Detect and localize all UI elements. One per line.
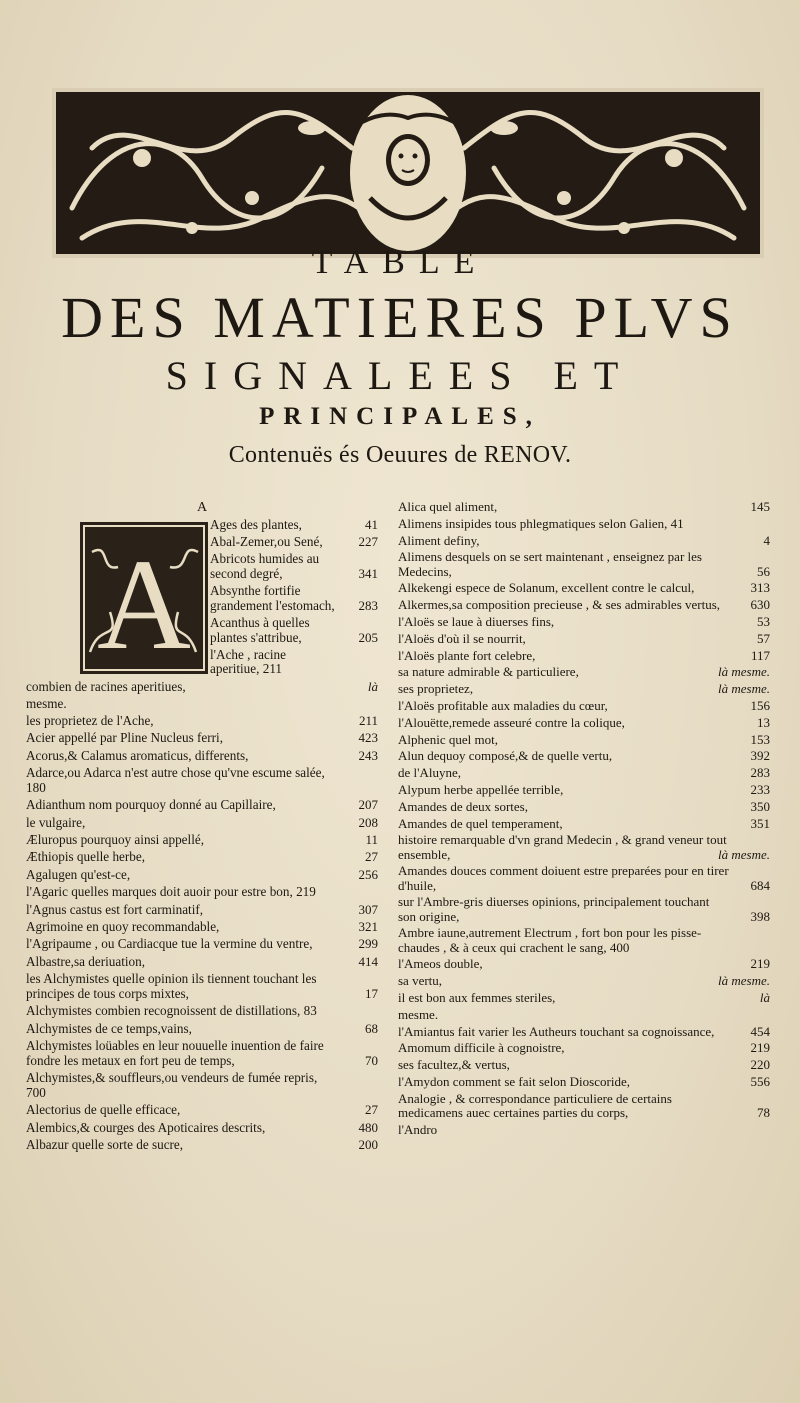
entry-page: 27 [365, 1102, 378, 1118]
index-entry [26, 1138, 378, 1153]
entry-text: Æthiopis quelle herbe, [26, 849, 146, 865]
entry-text: Amandes de quel temperament, [398, 815, 563, 831]
entry-page: 321 [358, 918, 378, 934]
entry-text: Albazur quelle sorte de sucre, [26, 1137, 184, 1153]
index-entry [398, 1123, 770, 1137]
index-entry [210, 648, 378, 677]
index-entry [26, 920, 378, 935]
index-entry [398, 716, 770, 730]
entry-page: 350 [750, 798, 770, 814]
index-entry [398, 632, 770, 646]
index-entry [398, 817, 770, 831]
entry-page: 153 [750, 731, 770, 747]
entry-page: 117 [750, 647, 770, 663]
index-entry [398, 615, 770, 629]
index-entry [26, 885, 378, 900]
entry-page: 11 [365, 832, 378, 848]
index-entry [210, 584, 378, 613]
index-entry [398, 926, 770, 954]
index-entry [26, 850, 378, 865]
entry-page: 480 [358, 1119, 378, 1135]
entry-text: ses proprietez, [398, 681, 474, 697]
entry-page: 398 [750, 908, 770, 924]
index-entry [26, 1039, 378, 1069]
index-entry [398, 749, 770, 763]
title-line-1: TABLE [311, 244, 489, 281]
entry-text: l'Aloës se laue à diuerses fins, [398, 613, 555, 629]
entry-text: Amomum difficile à cognoistre, [398, 1040, 565, 1056]
entry-text: l'Ache , racine aperitiue, 211 [210, 646, 286, 677]
entry-page: 68 [365, 1020, 378, 1036]
index-entry [398, 974, 770, 988]
entry-text: l'Agripaume , ou Cardiacque tue la vermine du ventre, [26, 936, 313, 952]
index-entry [26, 1103, 378, 1118]
entry-text: Alectorius de quelle efficace, [26, 1102, 181, 1118]
entry-text: Amandes douces comment doiuent estre preparées pour en tirer d'huile, [398, 863, 729, 893]
index-entry [26, 868, 378, 883]
entry-text: l'Andro [398, 1121, 438, 1137]
entry-page: 27 [365, 849, 378, 865]
entry-page: 351 [750, 815, 770, 831]
entry-text: Alchymistes loüables en leur nouuelle inuention de faire fondre les metaux en fort peu de temps, [26, 1038, 324, 1068]
entry-page: 243 [358, 747, 378, 763]
entry-text: Analogie , & correspondance particuliere de certains medicamens auec certaines parties du corps, [398, 1090, 672, 1120]
entry-text: l'Aloës plante fort celebre, [398, 647, 536, 663]
index-entry [398, 550, 770, 578]
entry-page: 208 [358, 814, 378, 830]
entry-text: Acanthus à quelles plantes s'attribue, [210, 614, 310, 645]
entry-text: Albastre,sa deriuation, [26, 953, 146, 969]
entry-text: Abal-Zemer,ou Sené, [210, 534, 323, 550]
index-entry [398, 649, 770, 663]
entry-page: 341 [358, 565, 378, 581]
entry-text: Alphenic quel mot, [398, 731, 499, 747]
entry-page: 233 [750, 781, 770, 797]
entry-page: 156 [750, 697, 770, 713]
index-entry [398, 1092, 770, 1120]
entry-page: 392 [750, 748, 770, 764]
entry-text: l'Alouëtte,remede asseuré contre la colique, [398, 714, 625, 730]
index-column-left [26, 500, 378, 1156]
entry-text: Alun dequoy composé,& de quelle vertu, [398, 748, 613, 764]
index-entry [26, 714, 378, 729]
entry-page: 630 [750, 597, 770, 613]
entry-page: 423 [358, 730, 378, 746]
entry-text: l'Aloës profitable aux maladies du cœur, [398, 697, 608, 713]
index-entry [26, 816, 378, 831]
entry-page: 78 [757, 1104, 770, 1120]
index-entry [398, 957, 770, 971]
entry-page: 56 [757, 563, 770, 579]
index-entry [26, 731, 378, 746]
entry-text: Adarce,ou Adarca n'est autre chose qu'vne escume salée, 180 [26, 765, 325, 795]
dropcap-letter: A [97, 533, 191, 674]
entry-page: là mesme. [718, 846, 770, 862]
entry-page: là mesme. [718, 681, 770, 697]
entry-text: Absynthe fortifie grandement l'estomach, [210, 583, 335, 613]
index-entry [398, 517, 770, 531]
index-entry [26, 1004, 378, 1019]
index-entry [26, 833, 378, 848]
entry-text: Ambre iaune,autrement Electrum , fort bon pour les pisse-chaudes , & à ceux qui crachent le sang, 400 [398, 925, 702, 955]
entry-page: 313 [750, 580, 770, 596]
entry-page: 220 [750, 1057, 770, 1073]
entry-text: mesme. [398, 1006, 439, 1022]
entry-page: 454 [750, 1023, 770, 1039]
entry-text: Abricots humides au second degré, [210, 551, 320, 581]
entry-text: Alchymistes,& souffleurs,ou vendeurs de fumée repris, 700 [26, 1070, 318, 1101]
entry-text: ses facultez,& vertus, [398, 1057, 510, 1073]
entry-page: 307 [358, 901, 378, 917]
entry-text: Amandes de deux sortes, [398, 798, 528, 814]
index-entry [26, 697, 378, 712]
entry-text: sur l'Ambre-gris diuerses opinions, principalement touchant son origine, [398, 894, 710, 924]
entry-text: Alimens desquels on se sert maintenant , enseignez par les Medecins, [398, 549, 702, 579]
index-entry [26, 1071, 378, 1101]
index-entry [26, 766, 378, 796]
index-entry [210, 552, 378, 581]
entry-page: 219 [750, 1040, 770, 1056]
entry-page: 70 [365, 1052, 378, 1068]
entry-page: 227 [358, 534, 378, 550]
entry-text: le vulgaire, [26, 814, 86, 830]
index-entry [398, 733, 770, 747]
index-entry [398, 581, 770, 595]
entry-text: histoire remarquable d'vn grand Medecin , & grand veneur tout ensemble, [398, 832, 727, 862]
entry-text: mesme. [26, 695, 67, 711]
index-entry [398, 766, 770, 780]
entry-text: l'Ameos double, [398, 956, 483, 972]
title-line-4: PRINCIPALES, [259, 403, 541, 430]
entry-page: 283 [750, 765, 770, 781]
entry-page: 205 [358, 629, 378, 645]
index-entry [398, 682, 770, 696]
index-entry [398, 800, 770, 814]
entry-text: l'Amydon comment se fait selon Dioscoride, [398, 1073, 630, 1089]
entry-text: Alica quel aliment, [398, 499, 498, 514]
entry-page: 4 [763, 532, 770, 548]
index-entry [398, 1008, 770, 1022]
index-entry [398, 1075, 770, 1089]
index-column-right [398, 500, 770, 1140]
entry-text: l'Aloës d'où il se nourrit, [398, 630, 526, 646]
entry-page: là [367, 678, 378, 694]
entry-text: l'Agnus castus est fort carminatif, [26, 901, 204, 917]
section-letter: A [196, 500, 208, 515]
entry-text: Alembics,& courges des Apoticaires descrits, [26, 1119, 266, 1135]
entry-text: Alypum herbe appellée terrible, [398, 781, 564, 797]
index-entry [398, 833, 770, 861]
index-entry [26, 1022, 378, 1037]
index-entry [26, 1121, 378, 1136]
entry-text: les Alchymistes quelle opinion ils tiennent touchant les principes de tous corps mixtes, [26, 971, 317, 1001]
index-entry [398, 665, 770, 679]
index-entry [26, 937, 378, 952]
entry-text: Alchymistes combien recognoissent de distillations, 83 [26, 1003, 317, 1019]
entry-page: 414 [358, 953, 378, 969]
entry-text: Alkekengi espece de Solanum, excellent contre le calcul, [398, 580, 695, 596]
entry-page: 211 [358, 712, 378, 728]
index-entry [26, 955, 378, 970]
subtitle: Contenuës és Oeuures de RENOV. [228, 442, 572, 468]
index-entry [398, 598, 770, 612]
entry-page: là mesme. [718, 664, 770, 680]
entry-text: Ages des plantes, [210, 517, 302, 532]
index-entry [210, 535, 378, 550]
index-entry [210, 616, 378, 645]
entry-text: l'Amiantus fait varier les Autheurs touchant sa cognoissance, [398, 1023, 715, 1039]
index-entry [398, 1058, 770, 1072]
index-entry [398, 864, 770, 892]
entry-text: sa vertu, [398, 973, 443, 989]
index-entry [26, 972, 378, 1002]
index-entry [26, 749, 378, 764]
index-entry [398, 895, 770, 923]
index-entry [398, 991, 770, 1005]
entry-text: de l'Aluyne, [398, 765, 461, 781]
entry-page: 200 [358, 1137, 378, 1153]
entry-page: 299 [358, 936, 378, 952]
entry-text: Agalugen qu'est-ce, [26, 866, 131, 882]
index-entry [26, 903, 378, 918]
entry-text: Acier appellé par Pline Nucleus ferri, [26, 730, 223, 746]
index-entry [398, 534, 770, 548]
index-entry [398, 1041, 770, 1055]
entry-page: 556 [750, 1073, 770, 1089]
entry-page: 256 [358, 866, 378, 882]
entry-text: Alkermes,sa composition precieuse , & ses admirables vertus, [398, 597, 721, 613]
index-entry [26, 798, 378, 813]
entry-text: Alimens insipides tous phlegmatiques selon Galien, 41 [398, 515, 684, 531]
entry-text: combien de racines aperitiues, [26, 678, 186, 694]
entry-page: 207 [358, 797, 378, 813]
entry-page: 17 [365, 985, 378, 1001]
entry-text: Agrimoine en quoy recommandable, [26, 918, 220, 934]
index-entry [398, 783, 770, 797]
entry-page: 684 [750, 877, 770, 893]
entry-page: 41 [365, 517, 378, 532]
index-entry [398, 1025, 770, 1039]
entry-text: Alchymistes de ce temps,vains, [26, 1020, 192, 1036]
entry-page: 283 [358, 597, 378, 613]
entry-text: sa nature admirable & particuliere, [398, 664, 579, 680]
entry-page: 13 [757, 714, 770, 730]
title-line-3: SIGNALEES ET [165, 353, 635, 398]
entry-text: Æluropus pourquoy ainsi appellé, [26, 832, 205, 848]
entry-text: l'Agaric quelles marques doit auoir pour estre bon, 219 [26, 884, 316, 900]
entry-page: 145 [750, 499, 770, 514]
index-entry [210, 518, 378, 533]
index-entry [26, 680, 378, 695]
entry-page: 219 [750, 956, 770, 972]
index-entry [398, 699, 770, 713]
entry-text: Adianthum nom pourquoy donné au Capillaire, [26, 797, 276, 813]
title-line-2: DES MATIERES PLVS [61, 285, 739, 350]
entry-page: là [759, 989, 770, 1005]
ornamental-headpiece [52, 88, 764, 258]
entry-text: il est bon aux femmes steriles, [398, 989, 556, 1005]
entry-page: 57 [757, 630, 770, 646]
entry-text: les proprietez de l'Ache, [26, 712, 154, 728]
entry-text: Aliment definy, [398, 532, 480, 548]
entry-page: 53 [757, 613, 770, 629]
entry-page: là mesme. [718, 973, 770, 989]
entry-text: Acorus,& Calamus aromaticus, differents, [26, 747, 249, 763]
index-entry [398, 500, 770, 514]
